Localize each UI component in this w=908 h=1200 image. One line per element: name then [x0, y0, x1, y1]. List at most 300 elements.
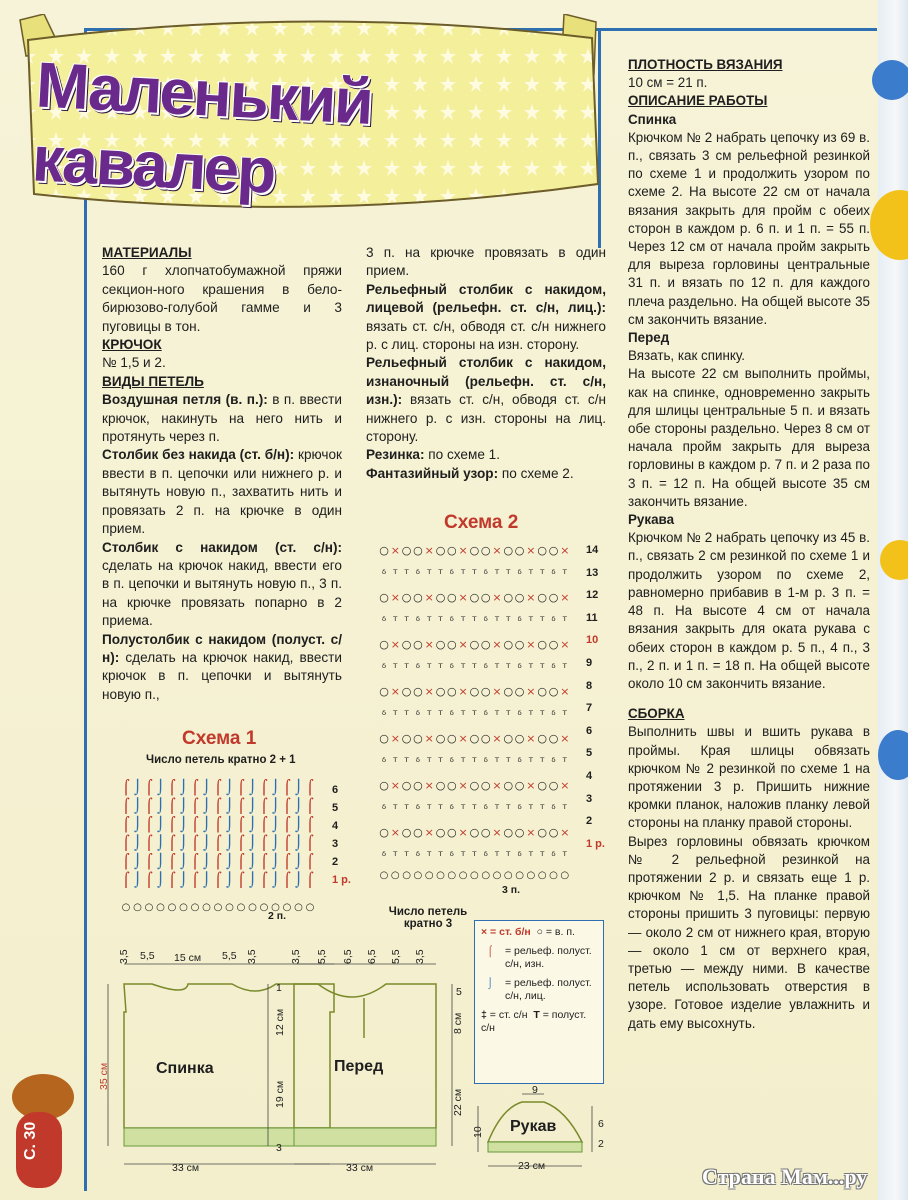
decor-blue-shape [872, 60, 908, 100]
sleeve-heading: Рукава [628, 512, 675, 528]
front-text-2: На высоте 22 см выполнить проймы, как на спинке, одновременно закрыть для шлицы центральные 5 п. и вязать обе стороны раздельно. Через 8 см от начала пройм закрыть для выреза горловины в каждом р. 7 п. и 2 раза по 3 п. = 12 п. На общей высоте 35 см закончить вязание. [628, 366, 870, 509]
sleeve-rib-band [488, 1142, 582, 1152]
stitch-symbol: ᵟ [381, 708, 387, 722]
front-right-dim-3: 22 см [452, 1088, 464, 1116]
stitch-symbol: ○ [435, 779, 446, 792]
stitch-symbol: ○ [537, 685, 548, 698]
stitch-symbol: ᵀ [562, 708, 567, 722]
stitch-symbol: ⌡ [179, 872, 188, 889]
stitch-symbol: ⌠ [237, 780, 245, 796]
stitch-symbol: ○ [282, 902, 292, 913]
front-top-dim-1: 3,5 [290, 949, 302, 964]
front-top-dim-2: 5,5 [316, 949, 328, 964]
stitch-symbol: ○ [435, 732, 446, 745]
stitch-symbol: ⌡ [294, 817, 303, 833]
stitch-symbol: ○ [424, 870, 434, 881]
stitch-symbol: ○ [548, 826, 559, 839]
stitch-symbol: × [560, 779, 570, 792]
stitch-symbol: ○ [435, 685, 446, 698]
stitch-symbol: ⌡ [133, 780, 142, 796]
stitch-symbol: ○ [503, 638, 514, 651]
stitch-symbol: ○ [514, 685, 525, 698]
legend-row-4: ‡ = ст. с/н T = полуст. с/н [481, 1009, 587, 1034]
stitch-symbol: ⌠ [168, 780, 176, 796]
stitch-symbol: ⌠ [191, 872, 199, 889]
schema2-row-number: 12 [586, 589, 599, 602]
schema2-row-number: 7 [586, 702, 593, 715]
schema1-row-number: 5 [332, 802, 339, 814]
stitch-symbol: ○ [379, 591, 389, 604]
stitch-symbol: ⌠ [306, 854, 314, 870]
stitch-symbol: ⌡ [156, 872, 165, 889]
stitch-symbol: ⌠ [260, 817, 268, 833]
stitch-symbol: ᵀ [393, 708, 398, 722]
relief-front-icon: ⌡ [487, 977, 494, 989]
stitch-relief-back: Рельефный столбик с накидом, изнаночный (рельефн. ст. с/н, изн.): вязать ст. с/н, обводя ст. с/н нижнего р. с изн. стороны на лиц. сторону. [366, 355, 606, 445]
stitch-symbol: × [560, 685, 570, 698]
schema2-row-number: 13 [586, 566, 599, 579]
schema2-chart [378, 542, 578, 884]
stitch-symbol: ⌠ [260, 835, 268, 852]
stitch-symbol: ○ [480, 638, 491, 651]
stitch-symbol: ⌠ [145, 835, 153, 852]
stitch-symbol: ○ [560, 870, 570, 881]
stitch-symbol: ○ [144, 902, 154, 913]
stitch-symbol: ᵟ [483, 661, 488, 675]
back-piece-label: Спинка [156, 1060, 214, 1077]
stitch-symbol: ⌡ [225, 872, 234, 889]
stitch-symbol: ⌡ [294, 854, 303, 870]
stitch-symbol: ⌠ [168, 854, 176, 870]
stitch-symbol: × [458, 779, 468, 792]
stitch-symbol: ○ [401, 544, 412, 557]
stitch-symbol: ᵀ [438, 567, 443, 581]
schema1-row-number: 1 р. [332, 874, 351, 886]
stitch-symbol: ○ [470, 870, 479, 881]
stitch-symbol: ⌡ [202, 780, 211, 796]
stitch-symbol: ○ [492, 870, 502, 881]
stitch-symbol: ⌡ [248, 872, 257, 889]
stitch-symbol: ᵟ [381, 755, 387, 769]
stitch-symbol: ᵟ [483, 849, 488, 863]
stitch-symbol: × [390, 638, 400, 651]
stitch-symbol: ᵀ [540, 614, 545, 628]
stitch-symbol: ○ [413, 591, 423, 604]
stitch-symbol: ᵟ [415, 614, 421, 628]
stitch-symbol: ○ [305, 902, 315, 913]
stitch-symbol: ○ [514, 779, 525, 792]
stitch-symbol: ᵀ [472, 849, 477, 863]
stitch-symbol: ⌠ [145, 854, 153, 870]
stitch-symbol: ⌡ [248, 817, 257, 833]
stitch-symbol: ⌠ [306, 872, 314, 889]
stitch-symbol: ○ [446, 638, 457, 651]
stitch-symbol: ᵀ [494, 661, 500, 675]
stitch-symbol: × [424, 638, 434, 651]
density-heading: ПЛОТНОСТЬ ВЯЗАНИЯ [628, 57, 783, 72]
back-top-dim-2: 5,5 [140, 950, 155, 962]
stitch-symbol: ᵟ [483, 567, 488, 581]
stitch-symbol: ○ [503, 870, 513, 881]
stitch-symbol: ○ [413, 779, 423, 792]
stitch-symbol: ⌡ [271, 854, 280, 870]
legend-row-3: ⌡ = рельеф. полуст. с/н, лиц. [487, 977, 592, 1002]
stitch-symbol: ⌠ [191, 780, 199, 796]
stitch-symbol: ᵀ [393, 802, 398, 816]
front-outline [294, 984, 436, 1128]
stitch-symbol: ᵟ [551, 614, 556, 628]
stitch-symbol: ⌠ [191, 835, 199, 852]
stitch-symbol: ᵀ [427, 755, 432, 769]
stitch-symbol: ⌡ [156, 854, 165, 870]
materials-heading: МАТЕРИАЛЫ [102, 245, 192, 260]
stitch-symbol: × [424, 685, 434, 698]
stitch-symbol: ᵀ [506, 614, 511, 628]
stitch-symbol: ⌡ [225, 817, 234, 833]
stitch-symbol: ○ [514, 826, 525, 839]
stitch-symbol: ᵟ [381, 567, 387, 581]
schema2-row-number: 5 [586, 747, 593, 760]
stitch-symbol: × [492, 685, 502, 698]
stitch-symbol: ○ [537, 732, 548, 745]
stitch-symbol: ○ [436, 870, 445, 881]
title-banner [14, 14, 604, 214]
stitch-symbol: ○ [548, 638, 559, 651]
stitch-symbol: ᵀ [472, 661, 477, 675]
stitch-symbol: ⌡ [248, 854, 257, 870]
stitch-symbol: ᵀ [404, 708, 409, 722]
stitch-symbol: ○ [537, 591, 548, 604]
stitch-symbol: ○ [548, 685, 559, 698]
sleeve-left-dim: 10 [472, 1126, 484, 1138]
stitch-symbol: ○ [515, 870, 524, 881]
stitch-symbol: ᵀ [472, 708, 477, 722]
materials-text: 160 г хлопчатобумажной пряжи секцион-ного крашения в бело-бирюзово-голубой гамме и 3 пуговицы в тон. [102, 263, 342, 334]
stitch-symbol: ⌠ [145, 817, 153, 833]
stitch-symbol: ○ [213, 902, 223, 913]
back-right-dim-4: 3 [276, 1142, 282, 1154]
stitch-symbol: ᵀ [393, 849, 398, 863]
stitch-chain: Воздушная петля (в. п.): в п. ввести крючок, накинуть на него нить и протянуть через п. [102, 392, 342, 445]
stitch-symbol: ⌡ [202, 872, 211, 889]
stitch-symbol: ⌡ [271, 817, 280, 833]
page-title: Маленький кавалер [30, 48, 374, 207]
stitch-symbol: × [560, 591, 570, 604]
stitch-symbol: ᵀ [540, 661, 545, 675]
stitch-symbol: ⌡ [225, 798, 234, 815]
stitch-symbol: ○ [548, 544, 559, 557]
stitch-symbol: ᵀ [404, 849, 409, 863]
stitch-symbol: × [526, 638, 536, 651]
stitch-symbol: ᵀ [460, 661, 466, 675]
stitch-symbol: ○ [435, 544, 446, 557]
stitch-symbol: ○ [236, 902, 246, 913]
stitch-symbol: ᵟ [483, 614, 488, 628]
stitch-symbol: ᵀ [460, 849, 466, 863]
stitch-symbol: ○ [401, 638, 412, 651]
stitch-symbol: ⌠ [214, 854, 222, 870]
stitch-symbol: ⌡ [225, 854, 234, 870]
stitch-symbol: ⌠ [260, 798, 268, 815]
stitch-symbol: ᵀ [472, 614, 477, 628]
stitch-symbol: ⌡ [156, 817, 165, 833]
stitch-symbol: ᵀ [494, 614, 500, 628]
sleeve-right-dim-2: 2 [598, 1138, 604, 1150]
stitch-symbol: ○ [503, 732, 514, 745]
stitch-symbol: ○ [446, 685, 457, 698]
stitch-symbol: ᵟ [517, 661, 522, 675]
stitch-symbol: ⌡ [248, 780, 257, 796]
schema2-row-number: 4 [586, 770, 593, 782]
column-materials [102, 244, 342, 704]
stitch-symbol: ⌡ [294, 798, 303, 815]
stitch-symbol: ○ [503, 591, 514, 604]
assembly-heading: СБОРКА [628, 706, 685, 722]
schema2-row-number: 8 [586, 679, 593, 692]
stitch-symbol: ᵟ [415, 708, 421, 722]
sleeve-piece-label: Рукав [510, 1118, 557, 1135]
stitch-symbol: ᵀ [438, 802, 443, 816]
stitch-symbol: ᵟ [517, 708, 522, 722]
stitch-symbol: ⌠ [283, 854, 291, 870]
stitch-symbol: ○ [413, 870, 423, 881]
stitch-symbol: ○ [401, 732, 412, 745]
stitch-symbol: × [458, 638, 468, 651]
stitch-symbol: × [560, 638, 570, 651]
stitch-symbol: ᵀ [472, 567, 477, 581]
stitch-symbol: ⌠ [214, 817, 222, 833]
stitch-symbol: ○ [480, 591, 491, 604]
back-top-dim-5: 3,5 [246, 949, 258, 964]
stitch-symbol: ○ [537, 826, 548, 839]
stitch-symbol: × [526, 732, 536, 745]
stitch-symbol: ⌠ [122, 872, 130, 889]
stitch-symbol: ⌡ [133, 835, 142, 852]
stitch-symbol: × [390, 591, 400, 604]
stitch-symbol: ○ [413, 544, 423, 557]
stitch-symbol: ○ [481, 870, 491, 881]
stitch-symbol: ⌠ [283, 835, 291, 852]
stitch-symbol: ○ [379, 870, 389, 881]
stitch-symbol: ○ [413, 826, 423, 839]
stitch-symbol: × [390, 779, 400, 792]
stitch-symbol: ○ [402, 870, 411, 881]
stitch-symbol: ⌠ [145, 872, 153, 889]
stitch-symbol: ᵀ [540, 802, 545, 816]
stitch-symbol: ⌠ [191, 798, 199, 815]
stitch-symbol: × [424, 779, 434, 792]
stitch-symbol: × [492, 544, 502, 557]
stitch-symbol: ᵀ [438, 708, 443, 722]
stitch-symbol: ᵟ [517, 802, 522, 816]
stitch-symbol: ○ [537, 779, 548, 792]
stitch-symbol: ⌡ [294, 872, 303, 889]
stitch-symbol: ○ [537, 870, 547, 881]
stitch-symbol: ⌡ [271, 780, 280, 796]
stitch-symbol: ⌠ [168, 798, 176, 815]
stitch-symbol: ᵀ [506, 802, 511, 816]
stitch-symbol: × [560, 826, 570, 839]
stitch-symbol: ᵀ [438, 849, 443, 863]
back-top-dim-4: 5,5 [222, 950, 237, 962]
stitch-symbol: × [390, 544, 400, 557]
stitches-heading: ВИДЫ ПЕТЕЛЬ [102, 373, 204, 389]
column-stitches-cont [366, 244, 606, 483]
stitch-relief-front: Рельефный столбик с накидом, лицевой (рельефн. ст. с/н, лиц.): вязать ст. с/н, обводя ст. с/н нижнего р. с лиц. стороны на изн. сторону. [366, 281, 606, 353]
stitch-symbol: ⌠ [237, 798, 245, 815]
stitch-symbol: ⌡ [179, 854, 188, 870]
stitch-symbol: ○ [379, 685, 389, 698]
stitch-symbol: ○ [390, 870, 400, 881]
stitch-symbol: ⌠ [237, 872, 245, 889]
page-number-tab [16, 1112, 62, 1188]
schema1-chart [118, 778, 328, 918]
stitch-symbol: ○ [156, 902, 165, 913]
stitch-symbol: × [526, 685, 536, 698]
stitch-symbol: ᵟ [449, 802, 454, 816]
front-heading: Перед [628, 330, 670, 346]
stitch-symbol: ○ [379, 732, 389, 745]
front-text-1: Вязать, как спинку. [628, 348, 745, 364]
stitch-symbol: ᵀ [540, 755, 545, 769]
stitch-symbol: ○ [413, 732, 423, 745]
stitch-symbol: ᵀ [562, 614, 567, 628]
sleeve-top-dim: 9 [532, 1084, 538, 1096]
front-top-dim-5: 5,5 [390, 949, 402, 964]
schema2-row-number: 1 р. [586, 837, 605, 850]
front-rib-band [294, 1128, 436, 1146]
stitch-symbol: × [492, 591, 502, 604]
stitch-symbol: ○ [225, 902, 234, 913]
stitch-symbol: ○ [514, 732, 525, 745]
stitch-symbol: × [492, 638, 502, 651]
stitch-symbol: ᵀ [562, 755, 567, 769]
stitch-symbol: ⌡ [133, 854, 142, 870]
stitch-symbol: ⌡ [202, 817, 211, 833]
stitch-symbol: ○ [514, 544, 525, 557]
stitch-symbol: ᵟ [517, 567, 522, 581]
stitch-symbol: ᵟ [483, 708, 488, 722]
stitch-symbol: ᵟ [483, 802, 488, 816]
stitch-symbol: ⌡ [156, 835, 165, 852]
stitch-symbol: ○ [401, 779, 412, 792]
schema2-note: Число петель кратно 3 [388, 906, 468, 930]
stitch-symbol: ᵟ [551, 802, 556, 816]
stitch-symbol: ᵟ [449, 708, 454, 722]
stitch-symbol: ○ [549, 870, 558, 881]
stitch-symbol: × [458, 732, 468, 745]
stitch-symbol: ○ [480, 685, 491, 698]
stitch-symbol: ○ [379, 779, 389, 792]
sleeve-right-dim-1: 6 [598, 1118, 604, 1130]
stitch-half-double: Полустолбик с накидом (полуст. с/н): сделать на крючок накид, ввести крючок в п. цепочки и вытянуть новую п., [102, 631, 342, 702]
stitch-symbol: ᵀ [393, 755, 398, 769]
stitch-symbol: ⌠ [306, 780, 314, 796]
schema2-row-number: 14 [586, 544, 599, 556]
stitch-symbol: ○ [469, 591, 480, 604]
stitch-symbol: ○ [480, 826, 491, 839]
stitch-symbol: ○ [446, 591, 457, 604]
stitch-double-crochet: Столбик с накидом (ст. с/н): сделать на крючок накид, ввести его в п. цепочки и вытянуть новую п., 3 п. на крючке провязать попарно в 2 приема. [102, 539, 342, 629]
stitch-symbol: ○ [480, 544, 491, 557]
schema1-title: Схема 1 [182, 728, 257, 749]
stitch-symbol: × [424, 591, 434, 604]
stitch-symbol: ⌠ [237, 835, 245, 852]
stitch-symbol: ⌠ [145, 780, 153, 796]
stitch-symbol: × [458, 544, 468, 557]
stitch-symbol: ⌠ [168, 872, 176, 889]
stitch-half-double-cont: 3 п. на крючке провязать в один прием. [366, 245, 606, 279]
watermark: Страна Мам...ру [702, 1164, 868, 1189]
stitch-symbol: ᵟ [381, 614, 387, 628]
stitch-symbol: ᵀ [506, 708, 511, 722]
assembly-text-2: Вырез горловины обвязать крючком № 2 рельефной резинкой на протяжении 2 р. и связать еще 1 р. крючком № 1,5. На планке правой стороны пришить 3 пуговицы: первую — около 2 см от нижнего края, вторую — около 1 см от верхнего края, третью — между ними. В качестве петель использовать отверстия в узоре. Готовое изделие увлажнить и дать ему высохнуть. [628, 833, 870, 1031]
stitch-symbol: ⌠ [306, 817, 314, 833]
stitch-symbol: ○ [271, 902, 280, 913]
stitch-symbol: ᵀ [460, 755, 466, 769]
stitch-symbol: × [526, 826, 536, 839]
fancy-pattern: Фантазийный узор: по схеме 2. [366, 465, 574, 481]
half-double-icon: T [533, 1009, 540, 1021]
stitch-symbol: ⌠ [122, 817, 130, 833]
stitch-symbol: ⌡ [294, 835, 303, 852]
stitch-symbol: ⌡ [133, 872, 142, 889]
stitch-symbol: ⌡ [271, 872, 280, 889]
stitch-symbol: × [424, 732, 434, 745]
stitch-symbol: ⌠ [214, 780, 222, 796]
back-right-dim-1: 1 [276, 982, 282, 994]
stitch-symbol: ⌠ [306, 835, 314, 852]
stitch-symbol: ᵟ [381, 849, 387, 863]
stitch-symbol: ᵟ [415, 567, 421, 581]
stitch-symbol: ᵀ [562, 802, 567, 816]
stitch-symbol: ○ [480, 779, 491, 792]
stitch-symbol: ᵀ [562, 661, 567, 675]
stitch-symbol: ○ [379, 544, 389, 557]
stitch-symbol: × [390, 732, 400, 745]
relief-back-icon: ⌠ [487, 945, 494, 957]
stitch-symbol: ⌠ [168, 835, 176, 852]
stitch-symbol: ○ [190, 902, 200, 913]
stitch-symbol: ○ [503, 544, 514, 557]
stitch-symbol: ᵀ [404, 614, 409, 628]
stitch-symbol: ᵀ [494, 802, 500, 816]
assembly-text-1: Выполнить швы и вшить рукава в проймы. Края шлицы обвязать крючком № 2 резинкой по схеме 1 на протяжении 3 р. Пришить нижние кромки планок, наложив планку левой стороны на планку правой стороны. [628, 724, 870, 831]
stitch-symbol: ᵀ [528, 661, 534, 675]
stitch-symbol: ⌡ [133, 817, 142, 833]
stitch-symbol: ⌡ [294, 780, 303, 796]
stitch-symbol: ᵀ [427, 849, 432, 863]
front-top-dim-3: 6,5 [342, 949, 354, 964]
stitch-symbol: ᵀ [528, 708, 534, 722]
stitch-symbol: × [526, 544, 536, 557]
stitch-symbol: ○ [379, 826, 389, 839]
stitch-symbol: ᵟ [551, 661, 556, 675]
stitch-symbol: ○ [294, 902, 303, 913]
stitch-symbol: ᵀ [494, 567, 500, 581]
front-piece-label: Перед [334, 1058, 384, 1075]
stitch-symbol: ○ [458, 870, 468, 881]
stitch-symbol: ᵟ [415, 755, 421, 769]
stitch-symbol: ᵀ [438, 661, 443, 675]
stitch-symbol: ᵟ [551, 755, 556, 769]
stitch-symbol: ᵀ [506, 567, 511, 581]
stitch-symbol: ⌠ [145, 798, 153, 815]
stitch-symbol: ○ [480, 732, 491, 745]
stitch-symbol: ᵀ [438, 614, 443, 628]
hook-heading: КРЮЧОК [102, 337, 162, 353]
stitch-symbol: ᵟ [381, 661, 387, 675]
